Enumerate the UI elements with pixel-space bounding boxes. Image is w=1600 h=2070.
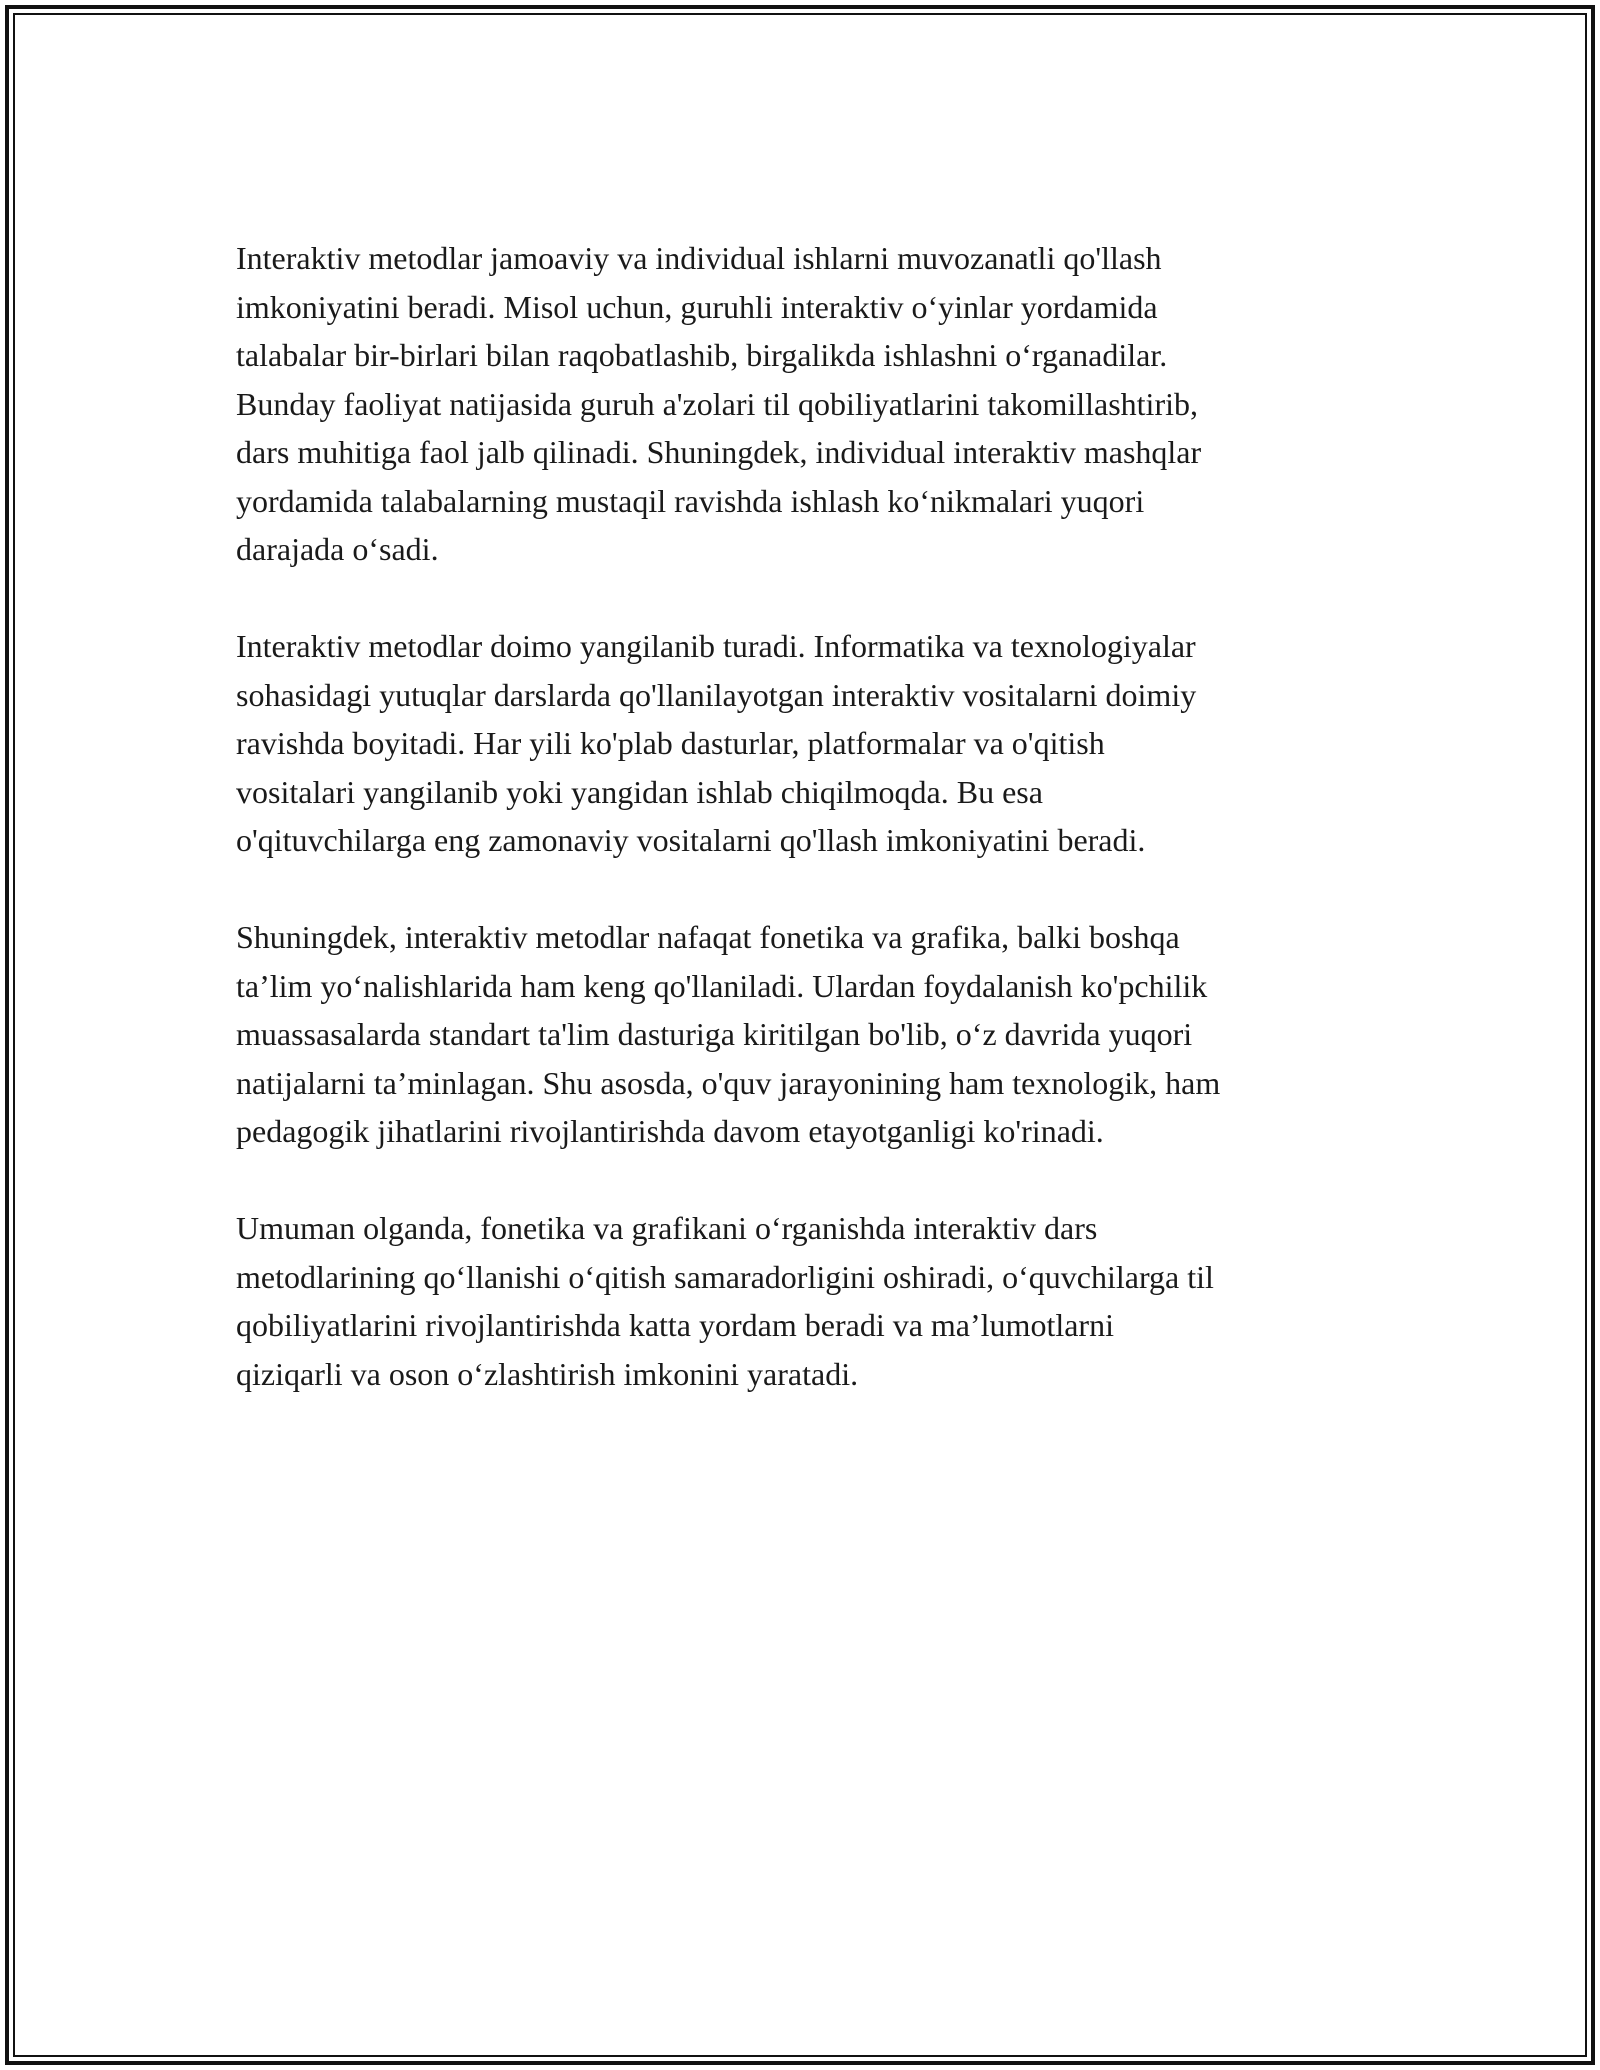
paragraph-line: muassasalarda standart ta'lim dasturiga kiritilgan bo'lib, o‘z davrida yuqori [236, 1016, 1193, 1052]
paragraph-line: talabalar bir-birlari bilan raqobatlashib, birgalikda ishlashni o‘rganadilar. [236, 337, 1168, 373]
paragraph-line: metodlarining qo‘llanishi o‘qitish samaradorligini oshiradi, o‘quvchilarga til [236, 1258, 1214, 1295]
paragraph-line: o'qituvchilarga eng zamonaviy vositalarni qo'llash imkoniyatini beradi. [236, 822, 1146, 858]
paragraph-4 [236, 1204, 1386, 1398]
paragraph-line: Bunday faoliyat natijasida guruh a'zolari til qobiliyatlarini takomillashtirib, [236, 385, 1198, 422]
paragraph-line: imkoniyatini beradi. Misol uchun, guruhli interaktiv o‘yinlar yordamida [236, 288, 1158, 325]
paragraph-line: yordamida talabalarning mustaqil ravishda ishlash ko‘nikmalari yuqori [236, 482, 1145, 519]
paragraph-line: Interaktiv metodlar doimo yangilanib turadi. Informatika va texnologiyalar [236, 628, 1196, 664]
document-body [236, 234, 1386, 1447]
paragraph-line: Shuningdek, interaktiv metodlar nafaqat fonetika va grafika, balki boshqa [236, 919, 1180, 955]
paragraph-line: vositalari yangilanib yoki yangidan ishlab chiqilmoqda. Bu esa [236, 773, 1043, 810]
paragraph-3 [236, 913, 1386, 1156]
paragraph-line: qiziqarli va oson o‘zlashtirish imkonini yaratadi. [236, 1355, 859, 1392]
paragraph-line: qobiliyatlarini rivojlantirishda katta yordam beradi va ma’lumotlarni [236, 1307, 1114, 1343]
paragraph-1 [236, 234, 1386, 574]
paragraph-line: Umuman olganda, fonetika va grafikani o‘rganishda interaktiv dars [236, 1210, 1098, 1246]
paragraph-line: sohasidagi yutuqlar darslarda qo'llanilayotgan interaktiv vositalarni doimiy [236, 676, 1197, 713]
paragraph-line: ravishda boyitadi. Har yili ko'plab dasturlar, platformalar va o'qitish [236, 725, 1105, 761]
paragraph-2 [236, 622, 1386, 865]
paragraph-line: pedagogik jihatlarini rivojlantirishda davom etayotganligi ko'rinadi. [236, 1113, 1104, 1149]
paragraph-line: ta’lim yo‘nalishlarida ham keng qo'llaniladi. Ulardan foydalanish ko'pchilik [236, 967, 1208, 1004]
paragraph-line: dars muhitiga faol jalb qilinadi. Shuningdek, individual interaktiv mashqlar [236, 434, 1202, 470]
paragraph-line: Interaktiv metodlar jamoaviy va individual ishlarni muvozanatli qo'llash [236, 240, 1162, 276]
paragraph-line: natijalarni ta’minlagan. Shu asosda, o'quv jarayonining ham texnologik, ham [236, 1064, 1221, 1101]
paragraph-line: darajada o‘sadi. [236, 531, 439, 567]
